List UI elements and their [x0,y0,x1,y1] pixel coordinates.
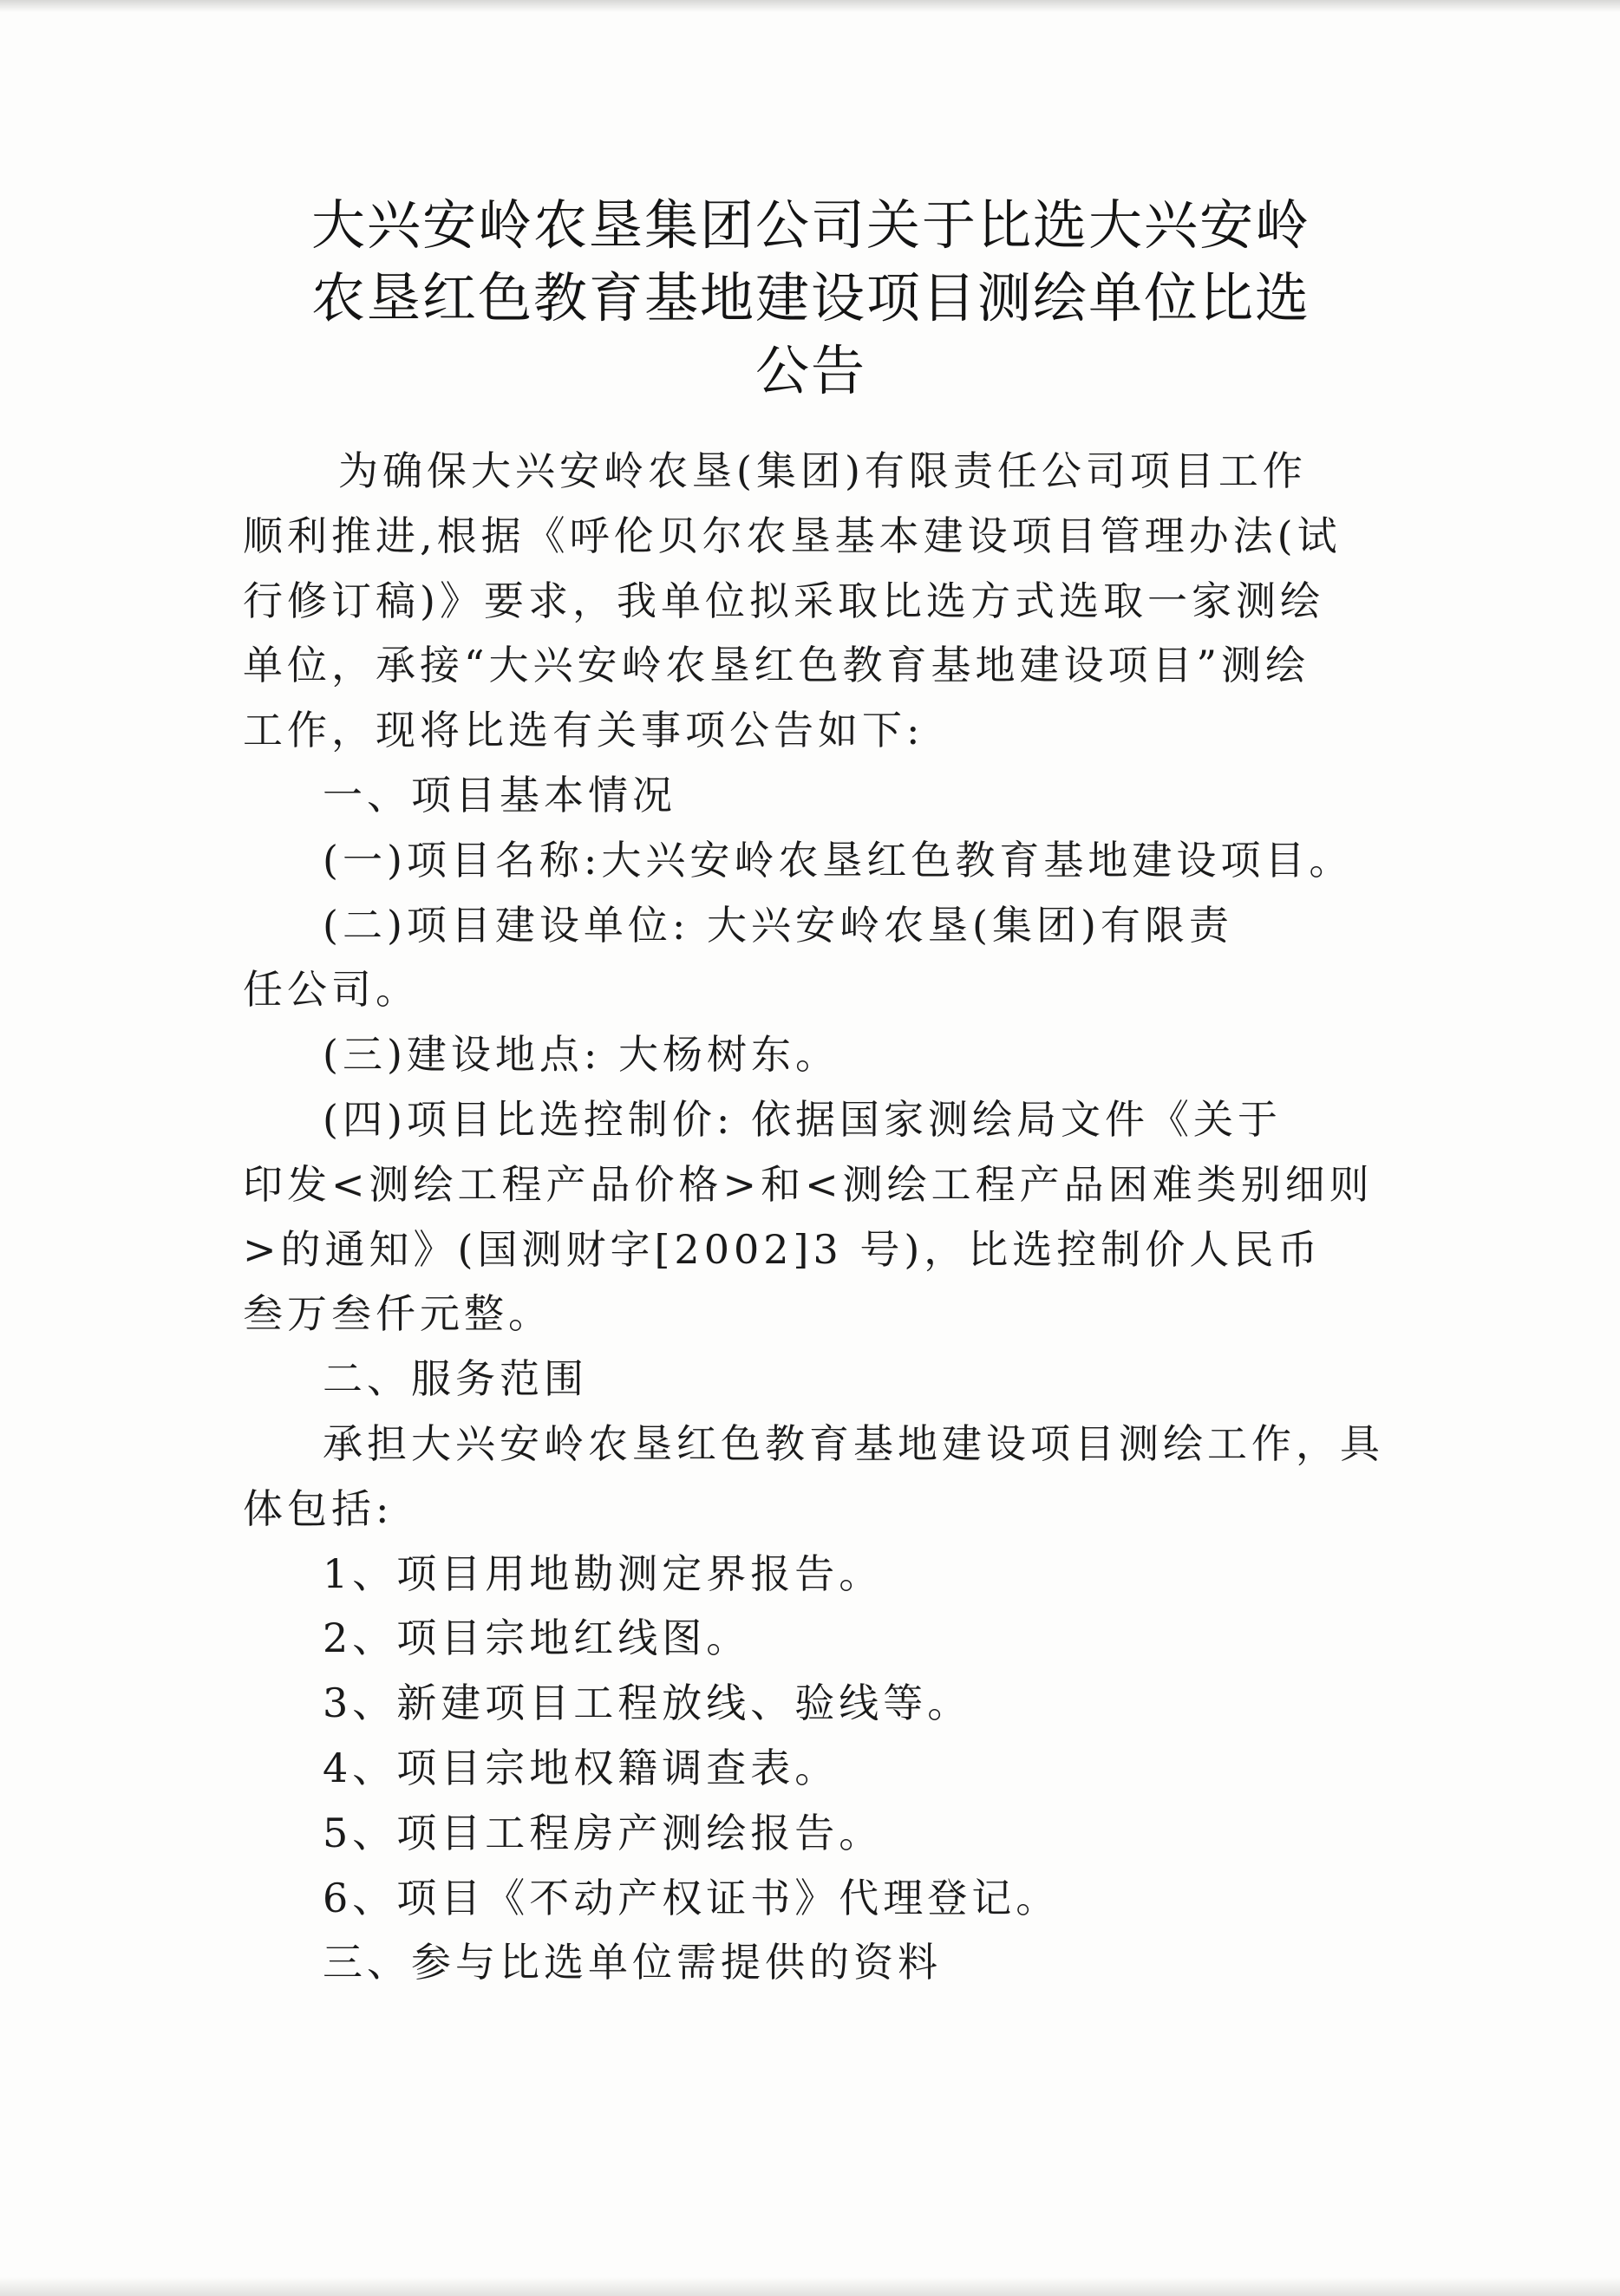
intro-paragraph-line-5: 工作，现将比选有关事项公告如下: [243,707,924,754]
intro-paragraph-line-4: 单位，承接“大兴安岭农垦红色教育基地建设项目”测绘 [243,642,1310,689]
item-construction-unit-cont: 任公司。 [243,966,420,1014]
title-line-1: 大兴安岭农垦集团公司关于比选大兴安岭 [310,193,1310,257]
title-line-2: 农垦红色教育基地建设项目测绘单位比选 [310,266,1310,329]
scope-intro-line-1: 承担大兴安岭农垦红色教育基地建设项目测绘工作，具 [323,1419,1384,1467]
item-location: (三)建设地点: 大杨树东。 [323,1031,840,1079]
section-heading-2: 二、服务范围 [323,1355,588,1403]
item-control-price-cont-2: >的通知》(国测财字[2002]3 号)，比选控制价人民币 [243,1225,1323,1273]
item-construction-unit: (二)项目建设单位: 大兴安岭农垦(集团)有限责 [323,901,1233,949]
scope-item-3: 3、新建项目工程放线、验线等。 [323,1680,972,1727]
scan-shadow-bottom [0,2277,1620,2296]
scope-item-5: 5、项目工程房产测绘报告。 [323,1809,884,1856]
scope-intro-line-2: 体包括: [243,1484,394,1532]
document-title [243,189,1379,408]
scan-shadow-top [0,0,1620,12]
section-heading-1: 一、项目基本情况 [323,771,676,819]
section-heading-3: 三、参与比选单位需提供的资料 [323,1939,942,1986]
item-project-name: (一)项目名称:大兴安岭农垦红色教育基地建设项目。 [323,836,1354,884]
scope-item-4: 4、项目宗地权籍调查表。 [323,1744,839,1791]
intro-paragraph-line-2: 顺利推进,根据《呼伦贝尔农垦基本建设项目管理办法(试 [243,512,1342,559]
item-control-price-cont-3: 叁万叁仟元整。 [243,1290,552,1338]
scope-item-6: 6、项目《不动产权证书》代理登记。 [323,1874,1061,1921]
item-control-price-cont-1: 印发<测绘工程产品价格>和<测绘工程产品困难类别细则 [243,1160,1374,1208]
item-control-price: (四)项目比选控制价: 依据国家测绘局文件《关于 [323,1095,1283,1143]
document-body [243,439,1384,1995]
scope-item-1: 1、项目用地勘测定界报告。 [323,1549,884,1597]
intro-paragraph-line-3: 行修订稿)》要求，我单位拟采取比选方式选取一家测绘 [243,577,1324,624]
title-line-3: 公告 [754,339,866,402]
intro-paragraph-line-1: 为确保大兴安岭农垦(集团)有限责任公司项目工作 [338,447,1307,494]
scope-item-2: 2、项目宗地红线图。 [323,1614,751,1662]
